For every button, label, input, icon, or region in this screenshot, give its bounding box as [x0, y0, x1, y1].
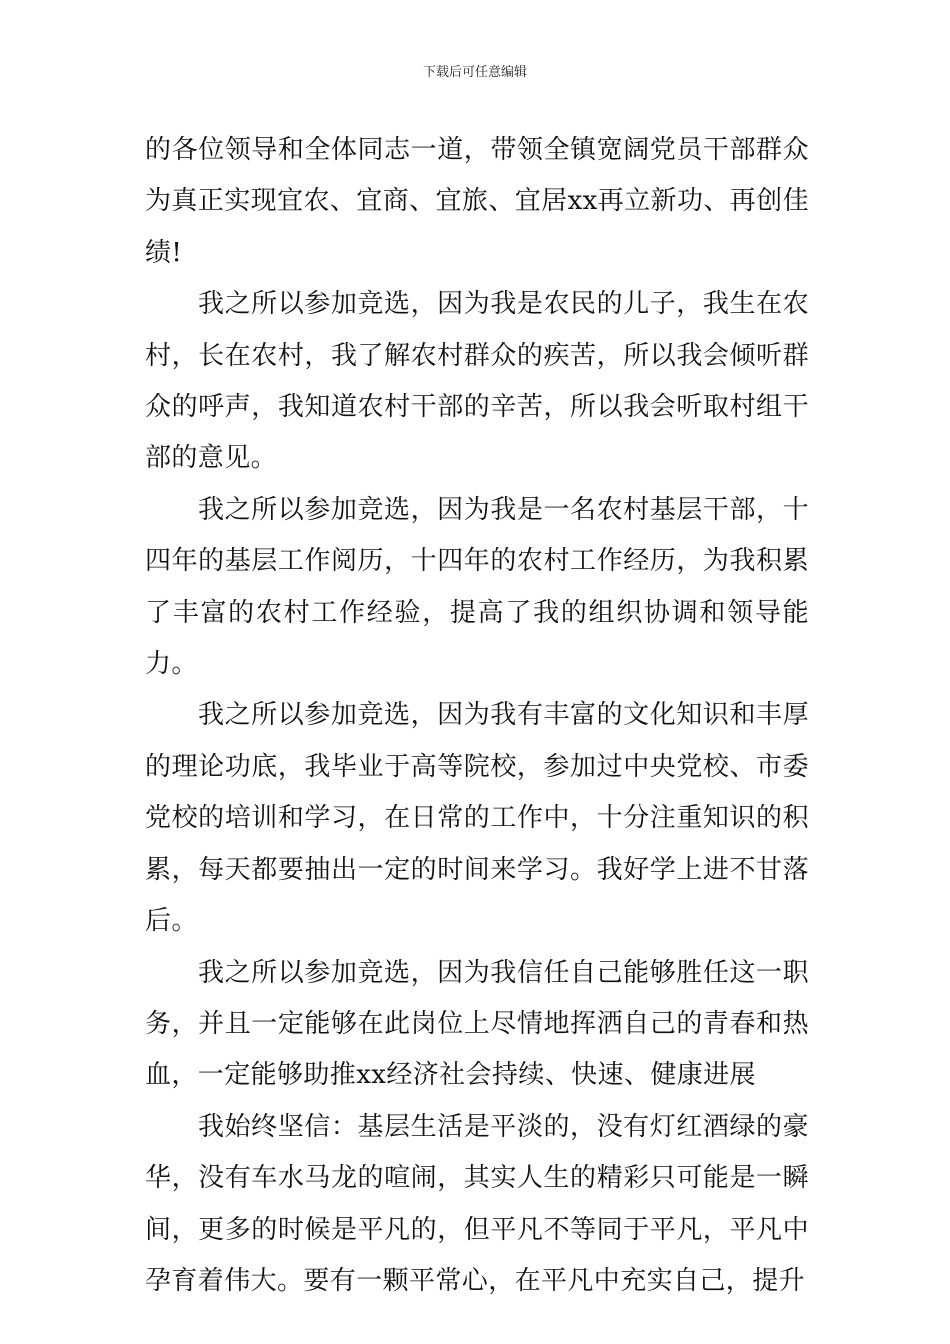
- document-body: [145, 125, 809, 1307]
- paragraph-farmer-son: 我之所以参加竞选，因为我是农民的儿子，我生在农村，长在农村，我了解农村群众的疾苦，所以我会倾听群众的呼声，我知道农村干部的辛苦，所以我会听取村组干部的意见。: [145, 289, 809, 474]
- page-header: 下载后可任意编辑: [422, 65, 527, 80]
- paragraph-grassroots-cadre: 我之所以参加竞选，因为我是一名农村基层干部，十四年的基层工作阅历，十四年的农村工作经历，为我积累了丰富的农村工作经验，提高了我的组织协调和领导能力。: [145, 494, 809, 680]
- paragraph-continuation: 的各位领导和全体同志一道，带领全镇宽阔党员干部群众为真正实现宜农、宜商、宜旅、宜居xx再立新功、再创佳绩!: [145, 135, 809, 268]
- paragraph-education: 我之所以参加竞选，因为我有丰富的文化知识和丰厚的理论功底，我毕业于高等院校，参加过中央党校、市委党校的培训和学习，在日常的工作中，十分注重知识的积累，每天都要抽出一定的时间来学习。我好学上进不甘落后。: [145, 700, 809, 937]
- paragraph-belief: 我始终坚信：基层生活是平淡的，没有灯红酒绿的豪华，没有车水马龙的喧闹，其实人生的精彩只可能是一瞬间，更多的时候是平凡的，但平凡不等同于平凡，平凡中孕育着伟大。要有一颗平常心，在平凡中充实自己，提升: [145, 1111, 809, 1296]
- paragraph-confidence: 我之所以参加竞选，因为我信任自己能够胜任这一职务，并且一定能够在此岗位上尽情地挥洒自己的青春和热血，一定能够助推xx经济社会持续、快速、健康进展: [145, 957, 809, 1091]
